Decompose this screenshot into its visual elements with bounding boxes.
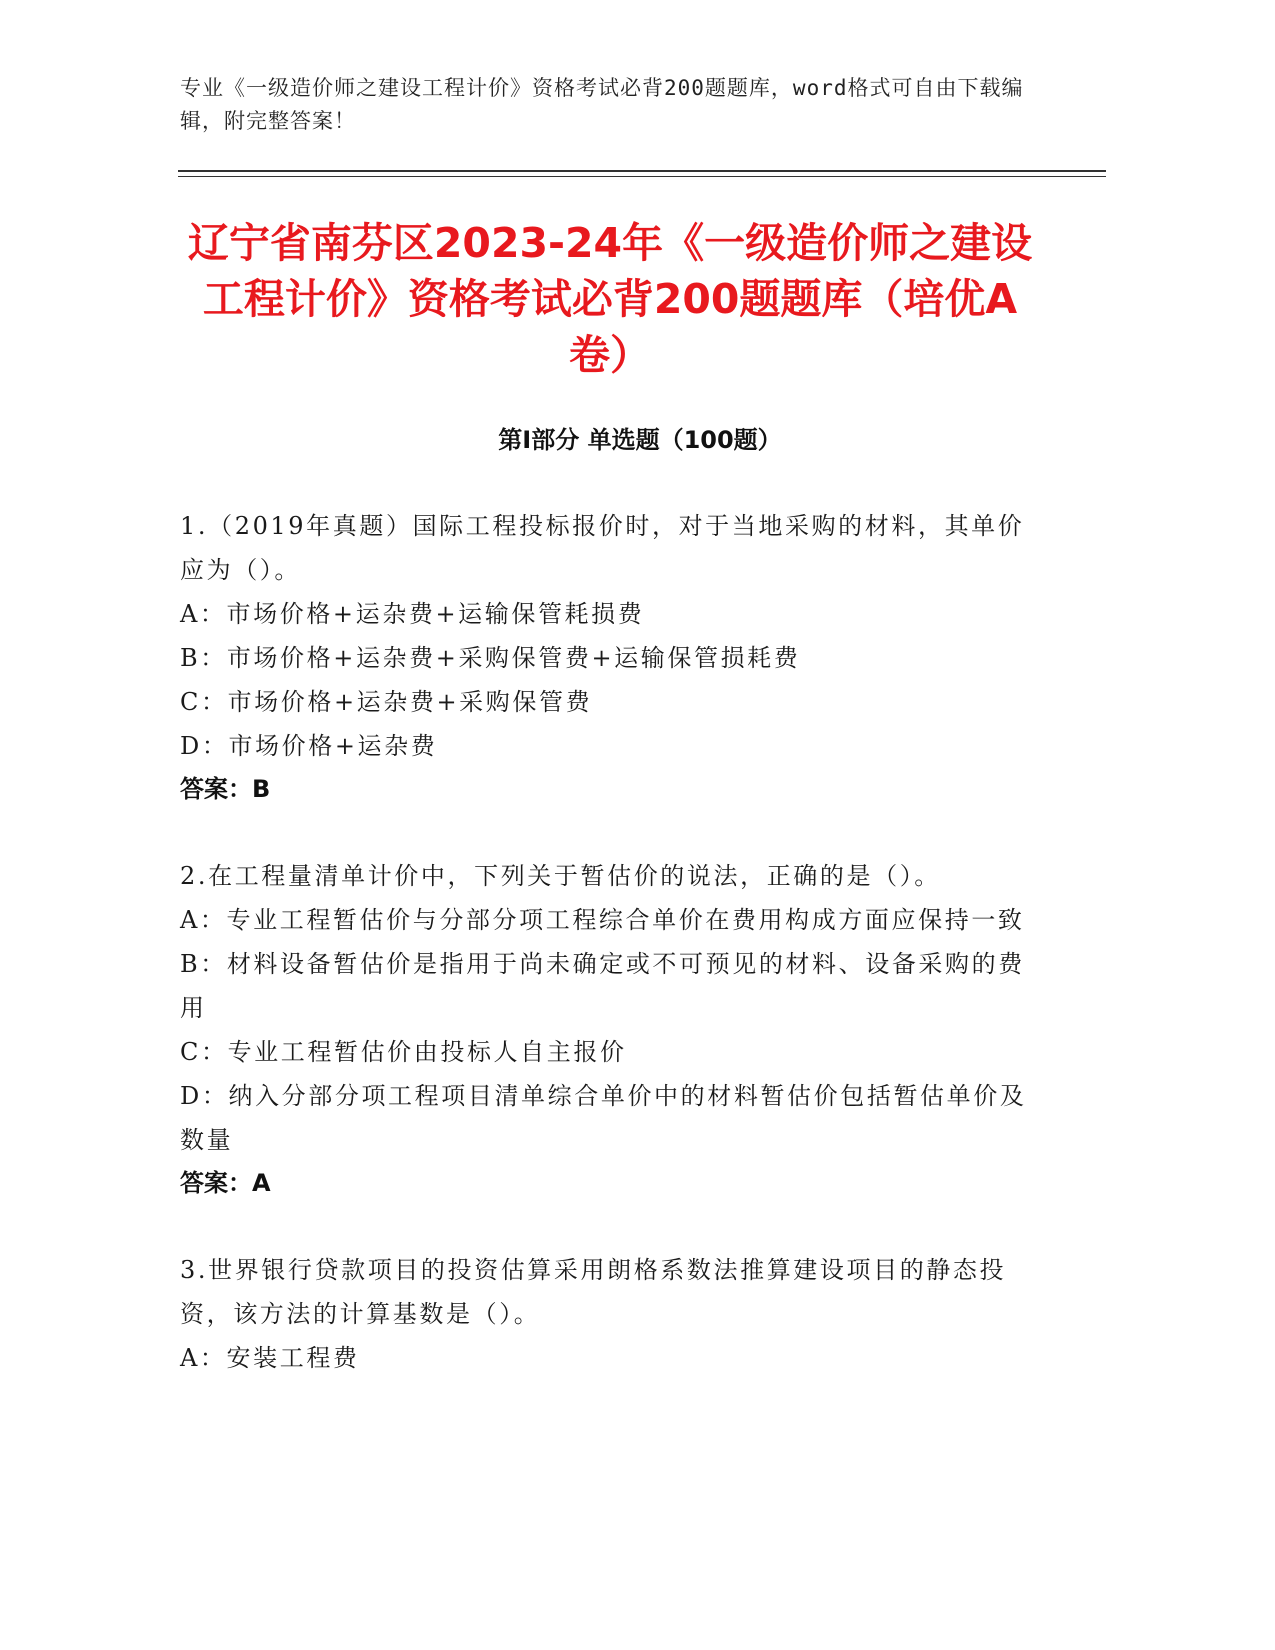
question-2	[180, 854, 1030, 1204]
question-list	[180, 504, 1030, 1424]
option-c: C：市场价格+运杂费+采购保管费	[180, 688, 593, 716]
question-stem: 2.在工程量清单计价中，下列关于暂估价的说法，正确的是（）。	[180, 862, 941, 890]
document-title: 辽宁省南芬区2023-24年《一级造价师之建设工程计价》资格考试必背200题题库（培优A卷）	[187, 219, 1033, 379]
question-3	[180, 1248, 1030, 1380]
option-b: B：市场价格+运杂费+采购保管费+运输保管损耗费	[180, 644, 801, 672]
section-title: 第I部分 单选题（100题）	[498, 426, 782, 454]
option-d: D：市场价格+运杂费	[180, 732, 438, 760]
answer-label: 答案：A	[180, 1169, 271, 1197]
header-divider-thin	[178, 176, 1106, 177]
question-stem: 3.世界银行贷款项目的投资估算采用朗格系数法推算建设项目的静态投资，该方法的计算基数是（）。	[180, 1256, 1007, 1328]
question-1	[180, 504, 1030, 810]
option-a: A：市场价格+运杂费+运输保管耗损费	[180, 600, 645, 628]
answer-label: 答案：B	[180, 775, 271, 803]
option-b: B：材料设备暂估价是指用于尚未确定或不可预见的材料、设备采购的费用	[180, 950, 1025, 1022]
option-a: A：安装工程费	[180, 1344, 360, 1372]
option-a: A：专业工程暂估价与分部分项工程综合单价在费用构成方面应保持一致	[180, 906, 1025, 934]
header-divider	[178, 170, 1106, 172]
option-c: C：专业工程暂估价由投标人自主报价	[180, 1038, 627, 1066]
question-stem: 1.（2019年真题）国际工程投标报价时，对于当地采购的材料，其单价应为（）。	[180, 512, 1025, 584]
option-d: D：纳入分部分项工程项目清单综合单价中的材料暂估价包括暂估单价及数量	[180, 1082, 1027, 1154]
header-note: 专业《一级造价师之建设工程计价》资格考试必背200题题库，word格式可自由下载编辑，附完整答案！	[180, 76, 1024, 133]
